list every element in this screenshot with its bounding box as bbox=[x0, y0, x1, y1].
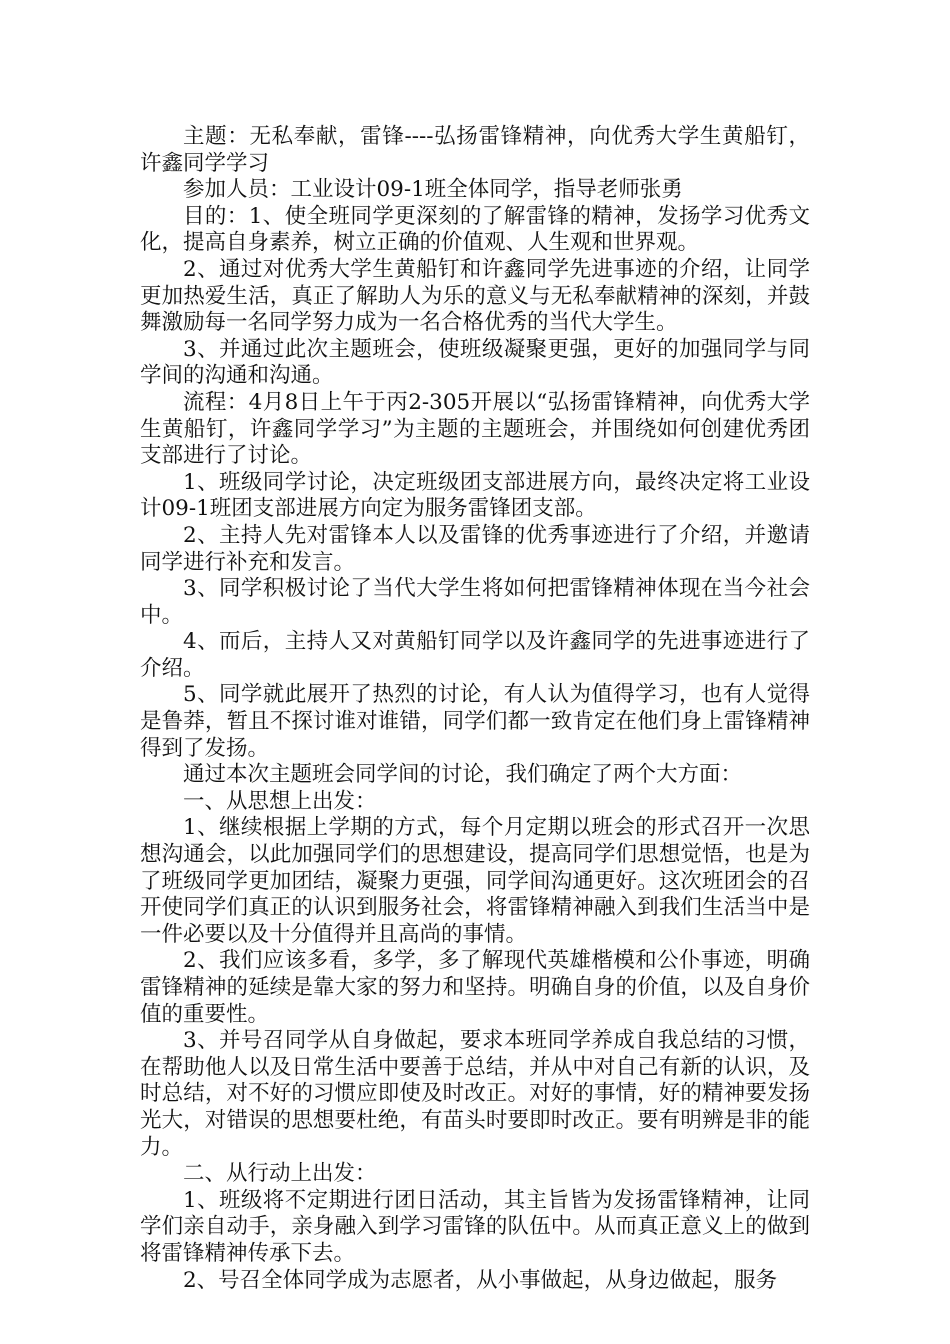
paragraph-purpose-3: 3、并通过此次主题班会，使班级凝聚更强，更好的加强同学与同学间的沟通和沟通。 bbox=[140, 336, 810, 389]
paragraph-process: 流程：4月8日上午于丙2-305开展以“弘扬雷锋精神，向优秀大学生黄船钉，许鑫同学学习”为主题的主题班会，并围绕如何创建优秀团支部进行了讨论。 bbox=[140, 389, 810, 469]
paragraph-process-1: 1、班级同学讨论，决定班级团支部进展方向，最终决定将工业设计09-1班团支部进展方向定为服务雷锋团支部。 bbox=[140, 469, 810, 522]
paragraph-theme: 主题：无私奉献，雷锋----弘扬雷锋精神，向优秀大学生黄船钉，许鑫同学学习 bbox=[140, 124, 810, 176]
paragraph-process-2: 2、主持人先对雷锋本人以及雷锋的优秀事迹进行了介绍，并邀请同学进行补充和发言。 bbox=[140, 522, 810, 575]
paragraph-action-1: 1、班级将不定期进行团日活动，其主旨皆为发扬雷锋精神，让同学们亲自动手，亲身融入到学习雷锋的队伍中。从而真正意义上的做到将雷锋精神传承下去。 bbox=[140, 1187, 810, 1266]
paragraph-purpose-2: 2、通过对优秀大学生黄船钉和许鑫同学先进事迹的介绍，让同学更加热爱生活，真正了解助人为乐的意义与无私奉献精神的深刻，并鼓舞激励每一名同学努力成为一名合格优秀的当代大学生。 bbox=[140, 256, 810, 336]
paragraph-conclusion-intro: 通过本次主题班会同学间的讨论，我们确定了两个大方面： bbox=[183, 762, 743, 788]
paragraph-process-5: 5、同学就此展开了热烈的讨论，有人认为值得学习，也有人觉得是鲁莽，暂且不探讨谁对谁错，同学们都一致肯定在他们身上雷锋精神得到了发扬。 bbox=[140, 682, 810, 761]
paragraph-thought-3: 3、并号召同学从自身做起，要求本班同学养成自我总结的习惯，在帮助他人以及日常生活中要善于总结，并从中对自己有新的认识，及时总结，对不好的习惯应即使及时改正。对好的事情，好的精神要发扬光大，对错误的思想要杜绝，有苗头时要即时改正。要有明辨是非的能力。 bbox=[140, 1028, 810, 1160]
paragraph-participants: 参加人员：工业设计09-1班全体同学，指导老师张勇 bbox=[183, 177, 683, 203]
heading-action: 二、从行动上出发： bbox=[183, 1161, 377, 1187]
paragraph-thought-1: 1、继续根据上学期的方式，每个月定期以班会的形式召开一次思想沟通会，以此加强同学们的思想建设，提高同学们思想觉悟，也是为了班级同学更加团结，凝聚力更强，同学间沟通更好。这次班团会的召开使同学们真正的认识到服务社会，将雷锋精神融入到我们生活当中是一件必要以及十分值得并且高尚的事情。 bbox=[140, 815, 810, 947]
paragraph-process-4: 4、而后，主持人又对黄船钉同学以及许鑫同学的先进事迹进行了介绍。 bbox=[140, 629, 810, 681]
paragraph-purpose-1: 目的：1、使全班同学更深刻的了解雷锋的精神，发扬学习优秀文化，提高自身素养，树立正确的价值观、人生观和世界观。 bbox=[140, 203, 810, 256]
paragraph-thought-2: 2、我们应该多看，多学，多了解现代英雄楷模和公仆事迹，明确雷锋精神的延续是靠大家的努力和坚持。明确自身的价值，以及自身价值的重要性。 bbox=[140, 948, 810, 1027]
heading-thought: 一、从思想上出发： bbox=[183, 788, 377, 814]
paragraph-process-3: 3、同学积极讨论了当代大学生将如何把雷锋精神体现在当今社会中。 bbox=[140, 576, 810, 628]
paragraph-action-2: 2、号召全体同学成为志愿者，从小事做起，从身边做起，服务 bbox=[183, 1267, 778, 1293]
